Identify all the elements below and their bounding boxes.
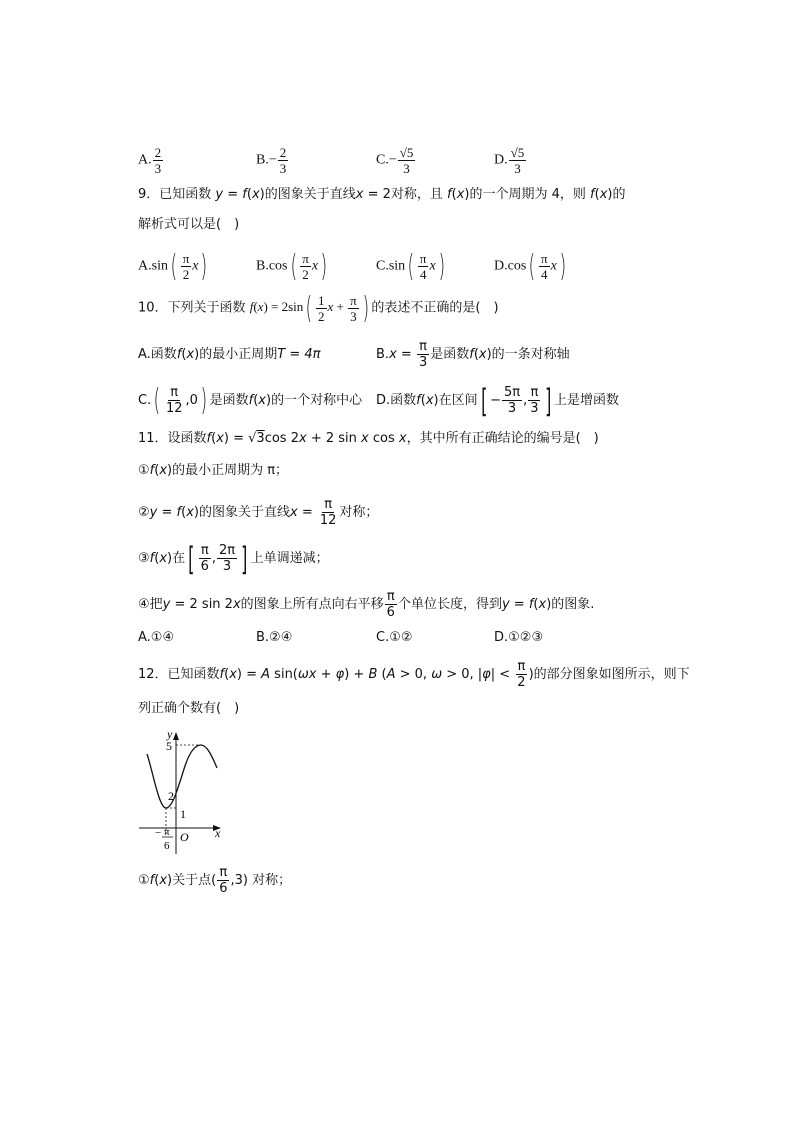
q8-option-d[interactable]: D. $\frac{√5}{3}$	[494, 145, 525, 176]
q11-stem: 11．设函数f(x) = √3cos 2x + 2 sin x cos x，其中所有正确结论的编号是( )	[138, 431, 599, 446]
q11-option-d[interactable]: D.①②③	[494, 630, 544, 645]
q12-stem: 12．已知函数f(x) = A sin(ωx + φ) + B (A > 0, ω > 0, |φ| < $\frac{\pi}{2}$ )的部分图象如图所示，则下	[138, 659, 690, 690]
q11-statement-4: ④把y = 2 sin 2x的图象上所有点向右平移 $\frac{\pi}{6}$ 个单位长度，得到y = f(x)的图象.	[138, 589, 595, 620]
q11-options	[138, 626, 698, 650]
q11-statement-2: ②y = f(x)的图象关于直线x = $\frac{\pi}{12}$ 对称；	[138, 497, 379, 528]
q12-stem-line2: 列正确个数有( )	[138, 701, 240, 716]
q9-option-a[interactable]: A.sin( $\frac{\pi}{2}$ x)	[138, 248, 208, 284]
q9-option-d[interactable]: D.cos( $\frac{\pi}{4}$ x)	[494, 248, 566, 284]
q10-option-b[interactable]: B.x = $\frac{\pi}{3}$ 是函数f(x)的一条对称轴	[376, 339, 570, 370]
q8-option-c[interactable]: C.− $\frac{√5}{3}$	[376, 145, 414, 176]
y-tick-5: 5	[166, 739, 172, 753]
origin-label: O	[180, 830, 189, 844]
x-tick-pi: π	[164, 826, 170, 838]
q10-option-d[interactable]: D.函数f(x)在区间[ − $\frac{5\pi}{3}$ , $\frac{\pi}{3}$ ] 上是增函数	[376, 381, 620, 420]
q10-stem: 10．下列关于函数 f(x) = 2sin( $\frac{1}{2}$ x + $\frac{\pi}{3}$ ) 的表述不正确的是( )	[138, 290, 499, 326]
y-axis-label: y	[167, 727, 173, 741]
q11-option-a[interactable]: A.①④	[138, 630, 175, 645]
q12-statement-1: ①f(x)关于点( $\frac{\pi}{6}$ ,3) 对称；	[138, 865, 292, 896]
x-tick-minus: −	[155, 827, 162, 839]
q11-option-c[interactable]: C.①②	[376, 630, 413, 645]
q11-statement-3: ③f(x)在[ $\frac{\pi}{6}$ , $\frac{2\pi}{3}$ ] 上单调递减；	[138, 539, 329, 578]
y-tick-2: 2	[168, 789, 174, 803]
q10-option-c[interactable]: C.( $\frac{\pi}{12}$ ,0) 是函数f(x)的一个对称中心	[138, 382, 363, 418]
q11-statement-1: ①f(x)的最小正周期为 π；	[138, 463, 289, 478]
q9-options	[138, 246, 698, 282]
y-axis-arrow	[173, 732, 179, 740]
sine-curve	[147, 745, 217, 808]
q9-stem-line2: 解析式可以是( )	[138, 217, 240, 232]
q10-option-a[interactable]: A.函数f(x)的最小正周期T = 4π	[138, 347, 321, 362]
q12-graph	[135, 724, 235, 854]
q9-stem: 9．已知函数 y = f(x)的图象关于直线x = 2对称，且 f(x)的一个周期为 4，则 f(x)的	[138, 187, 626, 202]
q9-option-c[interactable]: C.sin( $\frac{\pi}{4}$ x)	[376, 248, 445, 284]
q11-option-b[interactable]: B.②④	[256, 630, 293, 645]
q8-options	[138, 138, 698, 178]
q8-option-a[interactable]: A. $\frac{2}{3}$	[138, 145, 162, 176]
x-tick-six: 6	[164, 840, 170, 852]
y-tick-1: 1	[180, 807, 186, 821]
q8-option-b[interactable]: B.− $\frac{2}{3}$	[256, 145, 287, 176]
x-axis-label: x	[215, 826, 221, 840]
q9-option-b[interactable]: B.cos( $\frac{\pi}{2}$ x)	[256, 248, 328, 284]
